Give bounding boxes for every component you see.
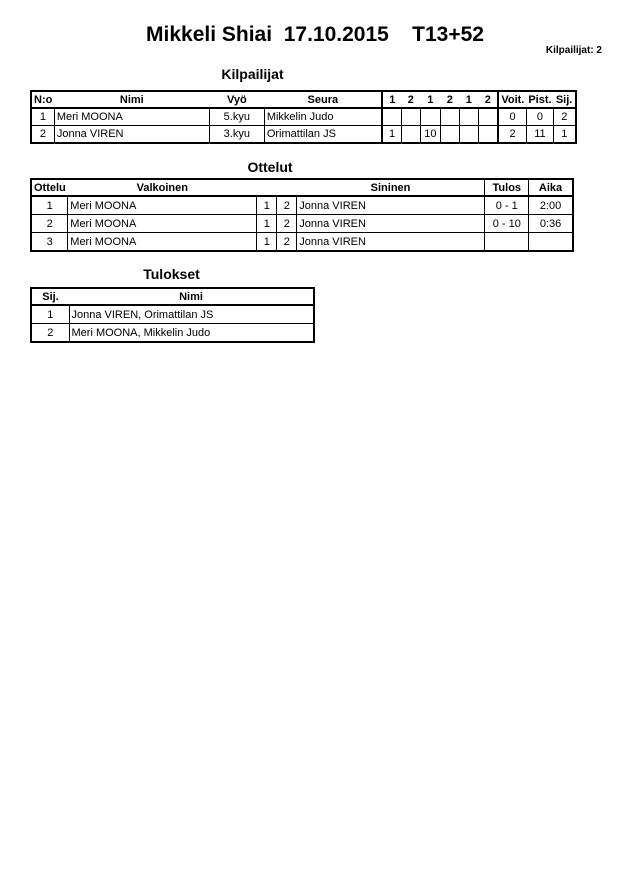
cell-vyo: 5.kyu (209, 108, 264, 126)
cell-valkoinen-no: 1 (257, 196, 277, 215)
cell-aika: 0:36 (529, 215, 573, 233)
competitor-row (31, 108, 576, 126)
cell-sininen: Jonna VIREN (297, 215, 485, 233)
cell-match-no: 3 (31, 233, 68, 252)
col-header-score-1: 1 (382, 91, 401, 108)
col-header-sininen: Sininen (297, 179, 485, 196)
cell-sij: 2 (554, 108, 576, 126)
cell-score-1: 1 (382, 126, 401, 144)
cell-match-no: 2 (31, 215, 68, 233)
col-header-sininen-no (277, 179, 297, 196)
cell-voit: 2 (498, 126, 526, 144)
competitor-row (31, 126, 576, 144)
cell-score-2 (401, 126, 420, 144)
col-header-nimi: Nimi (54, 91, 209, 108)
cell-score-6 (478, 108, 498, 126)
cell-tulos: 0 - 1 (485, 196, 529, 215)
cell-score-3: 10 (420, 126, 440, 144)
col-header-no: N:o (31, 91, 54, 108)
col-header-valkoinen-no (257, 179, 277, 196)
kilpailijat-table (30, 90, 577, 144)
col-header-vyo: Vyö (209, 91, 264, 108)
col-header-score-6: 2 (478, 91, 498, 108)
col-header-valkoinen: Valkoinen (68, 179, 257, 196)
cell-sininen-no: 2 (277, 233, 297, 252)
ottelut-table (30, 178, 574, 252)
ottelut-heading: Ottelut (247, 159, 293, 175)
cell-tulos (485, 233, 529, 252)
cell-valkoinen: Meri MOONA (68, 215, 257, 233)
cell-aika: 2:00 (529, 196, 573, 215)
col-header-score-4: 2 (440, 91, 459, 108)
competitors-count: Kilpailijat: 2 (545, 45, 602, 56)
col-header-seura: Seura (264, 91, 382, 108)
cell-score-3 (420, 108, 440, 126)
cell-sininen: Jonna VIREN (297, 233, 485, 252)
cell-sininen-no: 2 (277, 215, 297, 233)
cell-match-no: 1 (31, 196, 68, 215)
tulokset-header-row (31, 288, 314, 305)
page-title: Mikkeli Shiai 17.10.2015 T13+52 (146, 23, 484, 46)
col-header-nimi: Nimi (69, 288, 314, 305)
col-header-score-2: 2 (401, 91, 420, 108)
cell-sij: 1 (31, 305, 69, 324)
cell-score-2 (401, 108, 420, 126)
cell-nimi: Meri MOONA, Mikkelin Judo (69, 324, 314, 343)
cell-nimi: Jonna VIREN, Orimattilan JS (69, 305, 314, 324)
cell-sininen: Jonna VIREN (297, 196, 485, 215)
cell-score-5 (459, 108, 478, 126)
kilpailijat-header-row (31, 91, 576, 108)
cell-score-6 (478, 126, 498, 144)
kilpailijat-heading: Kilpailijat (221, 66, 284, 82)
cell-score-4 (440, 126, 459, 144)
cell-nimi: Meri MOONA (54, 108, 209, 126)
ottelut-header-row (31, 179, 573, 196)
cell-pist: 0 (526, 108, 553, 126)
col-header-sij: Sij. (554, 91, 576, 108)
cell-vyo: 3.kyu (209, 126, 264, 144)
tulokset-heading: Tulokset (143, 266, 200, 282)
cell-score-5 (459, 126, 478, 144)
cell-aika (529, 233, 573, 252)
cell-valkoinen: Meri MOONA (68, 233, 257, 252)
result-row (31, 305, 314, 324)
cell-pist: 11 (526, 126, 553, 144)
match-row (31, 233, 573, 252)
cell-seura: Mikkelin Judo (264, 108, 382, 126)
cell-score-4 (440, 108, 459, 126)
cell-valkoinen: Meri MOONA (68, 196, 257, 215)
cell-tulos: 0 - 10 (485, 215, 529, 233)
cell-no: 2 (31, 126, 54, 144)
col-header-score-3: 1 (420, 91, 440, 108)
cell-voit: 0 (498, 108, 526, 126)
cell-no: 1 (31, 108, 54, 126)
cell-sininen-no: 2 (277, 196, 297, 215)
col-header-tulos: Tulos (485, 179, 529, 196)
result-row (31, 324, 314, 343)
cell-sij: 1 (554, 126, 576, 144)
cell-valkoinen-no: 1 (257, 233, 277, 252)
match-row (31, 196, 573, 215)
tulokset-table (30, 287, 315, 343)
cell-score-1 (382, 108, 401, 126)
cell-sij: 2 (31, 324, 69, 343)
cell-seura: Orimattilan JS (264, 126, 382, 144)
cell-valkoinen-no: 1 (257, 215, 277, 233)
col-header-ottelu: Ottelu (31, 179, 68, 196)
col-header-score-5: 1 (459, 91, 478, 108)
col-header-aika: Aika (529, 179, 573, 196)
col-header-pist: Pist. (526, 91, 553, 108)
match-row (31, 215, 573, 233)
col-header-sij: Sij. (31, 288, 69, 305)
cell-nimi: Jonna VIREN (54, 126, 209, 144)
col-header-voit: Voit. (498, 91, 526, 108)
